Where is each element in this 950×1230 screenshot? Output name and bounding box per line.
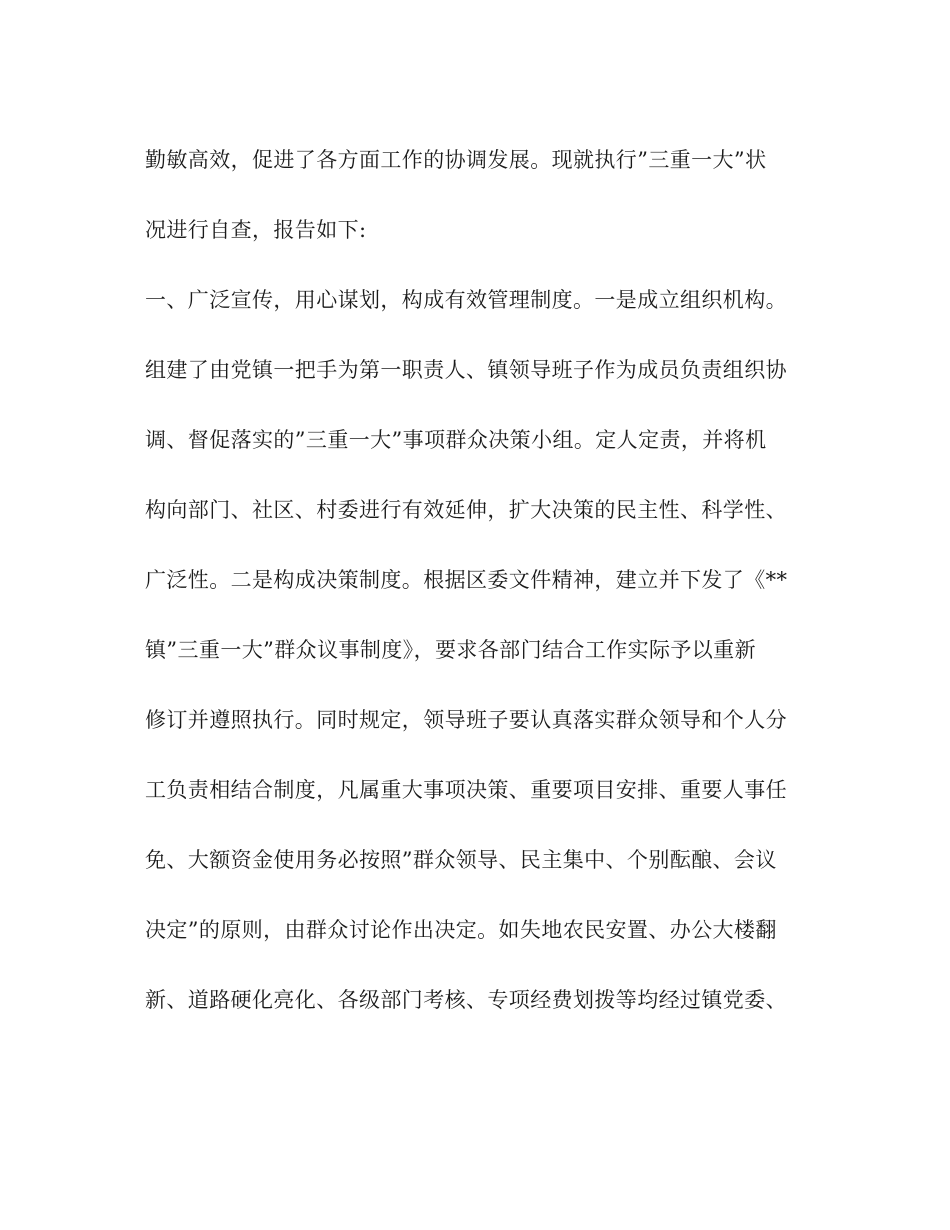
body-text-line: 决定”的原则，由群众讨论作出决定。如失地农民安置、办公大楼翻	[145, 918, 777, 942]
body-text-line: 免、大额资金使用务必按照”群众领导、民主集中、个别酝酿、会议	[145, 848, 777, 872]
body-text-line: 构向部门、社区、村委进行有效延伸，扩大决策的民主性、科学性、	[145, 498, 787, 522]
body-text-line: 一、广泛宣传，用心谋划，构成有效管理制度。一是成立组织机构。	[145, 288, 787, 312]
body-text-line: 况进行自查，报告如下:	[145, 218, 367, 242]
body-text-line: 广泛性。二是构成决策制度。根据区委文件精神，建立并下发了《**	[145, 568, 788, 592]
body-text-line: 修订并遵照执行。同时规定，领导班子要认真落实群众领导和个人分	[145, 708, 787, 732]
body-text-line: 工负责相结合制度，凡属重大事项决策、重要项目安排、重要人事任	[145, 778, 787, 802]
body-text-line: 组建了由党镇一把手为第一职责人、镇领导班子作为成员负责组织协	[145, 358, 787, 382]
body-text-line: 新、道路硬化亮化、各级部门考核、专项经费划拨等均经过镇党委、	[145, 988, 787, 1012]
body-text-line: 调、督促落实的”三重一大”事项群众决策小组。定人定责，并将机	[145, 428, 767, 452]
body-text-line: 镇”三重一大”群众议事制度》，要求各部门结合工作实际予以重新	[145, 638, 756, 662]
body-text-line: 勤敏高效，促进了各方面工作的协调发展。现就执行”三重一大”状	[145, 148, 767, 172]
